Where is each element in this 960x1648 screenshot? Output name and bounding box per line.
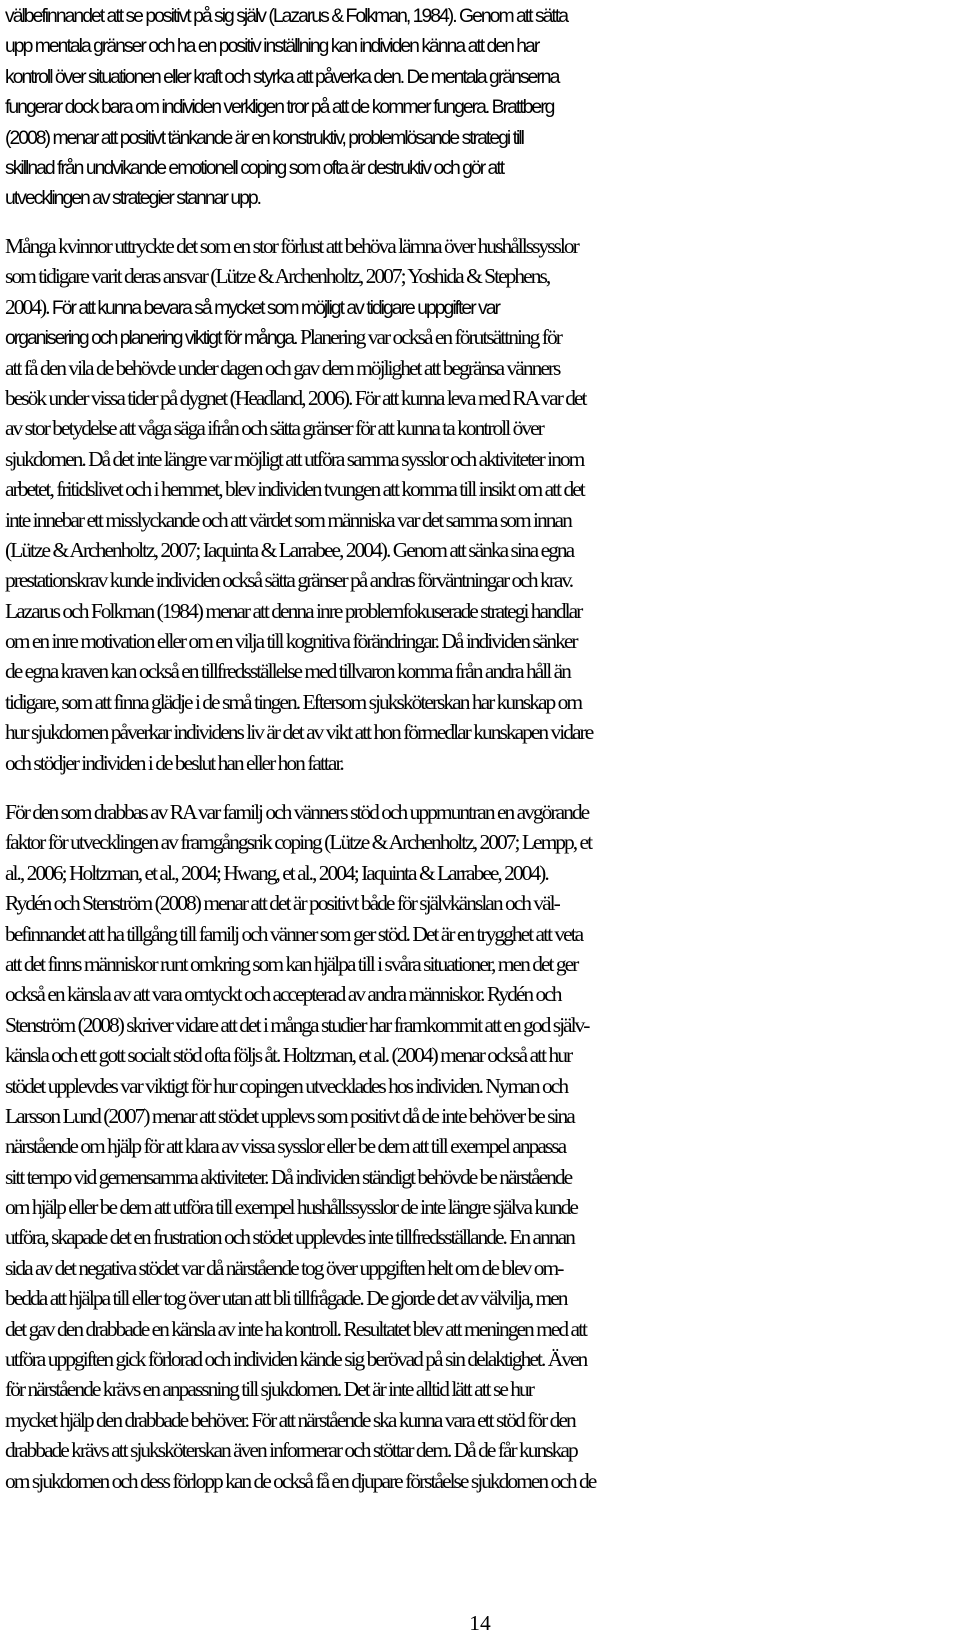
text-line (5, 1162, 957, 1192)
text-line (5, 322, 957, 352)
text-segment: Många kvinnor uttryckte det som en stor förlust att behöva lämna över hushållssysslor (5, 234, 578, 258)
text-segment: organisering och planering viktigt för många. (5, 327, 300, 350)
text-segment: arbetet, fritidslivet och i hemmet, blev individen tvungen att komma till insikt om att det (5, 477, 584, 502)
text-segment: som tidigare varit deras ansvar (Lütze & Archenholtz, 2007; Yoshida & Stephens, (5, 264, 550, 289)
text-segment: sjukdomen. Då det inte längre var möjligt att utföra samma sysslor och aktiviteter inom (5, 446, 584, 471)
text-segment: Lazarus och Folkman (1984) menar att denna inre problemfokuserade strategi handlar (5, 598, 582, 623)
text-line (5, 717, 957, 747)
text-line (5, 1283, 957, 1313)
text-line (5, 626, 957, 656)
text-line (5, 596, 957, 626)
text-line (5, 565, 957, 595)
text-line (5, 535, 957, 565)
text-line (5, 353, 957, 383)
text-line (5, 1466, 957, 1496)
text-segment: al., 2006; Holtzman, et al., 2004; Hwang, et al., 2004; Iaquinta & Larrabee, 2004). (5, 860, 548, 885)
text-segment: närstående om hjälp för att klara av vissa sysslor eller be dem att till exempel anpassa (5, 1134, 566, 1159)
text-line (5, 1405, 957, 1435)
text-line (5, 383, 957, 413)
text-line (5, 182, 957, 212)
text-line (5, 261, 957, 291)
text-line (5, 827, 957, 857)
text-line (5, 1010, 957, 1040)
paragraph-coping-boundaries (5, 0, 957, 213)
text-line (5, 949, 957, 979)
text-line (5, 1040, 957, 1070)
text-segment: inte innebar ett misslyckande och att värdet som människa var det samma som innan (5, 507, 571, 532)
text-segment: (Lütze & Archenholtz, 2007; Iaquinta & Larrabee, 2004). Genom att sänka sina egna (5, 537, 574, 562)
text-segment: 2004). (5, 294, 52, 319)
text-segment: befinnandet att ha tillgång till familj och vänner som ger stöd. Det är en trygghet att veta (5, 921, 583, 946)
text-segment: av stor betydelse att våga säga ifrån och sätta gränser för att kunna ta kontroll över (5, 416, 543, 441)
text-line (5, 888, 957, 918)
text-segment: om sjukdomen och dess förlopp kan de också få en djupare förståelse sjukdomen och de (5, 1468, 596, 1493)
text-segment: drabbade krävs att sjuksköterskan även informerar och stöttar dem. Då de får kunskap (5, 1438, 577, 1463)
text-line (5, 979, 957, 1009)
text-segment: utvecklingen av strategier stannar upp. (5, 187, 261, 210)
text-segment: faktor för utvecklingen av framgångsrik coping (Lütze & Archenholtz, 2007; Lempp, et (5, 830, 592, 855)
text-segment: sitt tempo vid gemensamma aktiviteter. Då individen ständigt behövde be närstående (5, 1164, 572, 1189)
text-segment: skillnad från undvikande emotionell coping som ofta är destruktiv och gör att (5, 156, 504, 179)
text-segment: fungerar dock bara om individen verkligen tror på att de kommer fungera. Brattberg (5, 96, 554, 119)
text-segment: hur sjukdomen påverkar individens liv är det av vikt att hon förmedlar kunskapen vidare (5, 720, 593, 745)
text-segment: kontroll över situationen eller kraft och styrka att påverka den. De mentala gränserna (5, 65, 559, 88)
text-line (5, 61, 957, 91)
text-segment: om hjälp eller be dem att utföra till exempel hushållssysslor de inte längre själva kunde (5, 1195, 577, 1220)
text-line (5, 687, 957, 717)
text-segment: besök under vissa tider på dygnet (Headland, 2006). För att kunna leva med RA var det (5, 385, 586, 410)
text-segment: bedda att hjälpa till eller tog över utan att bli tillfrågade. De gjorde det av välvilja, men (5, 1286, 567, 1311)
text-line (5, 1071, 957, 1101)
text-segment: känsla och ett gott socialt stöd ofta följs åt. Holtzman, et al. (2004) menar också att hur (5, 1043, 572, 1068)
text-segment: prestationskrav kunde individen också sätta gränser på andras förväntningar och krav. (5, 568, 573, 593)
text-segment: att få den vila de behövde under dagen och gav dem möjlighet att begränsa vänners (5, 355, 560, 380)
text-segment: utföra uppgiften gick förlorad och individen kände sig berövad på sin delaktighet. Även (5, 1347, 587, 1372)
text-segment: Rydén och Stenström (2008) menar att det är positivt både för självkänslan och väl- (5, 891, 559, 916)
text-line (5, 474, 957, 504)
text-line (5, 919, 957, 949)
text-line (5, 0, 957, 30)
paragraph-household-tasks (5, 231, 957, 778)
text-line (5, 122, 957, 152)
text-line (5, 1192, 957, 1222)
text-line (5, 152, 957, 182)
text-line (5, 1314, 957, 1344)
text-segment: mycket hjälp den drabbade behöver. För att närstående ska kunna vara ett stöd för den (5, 1407, 575, 1432)
text-segment: och stödjer individen i de beslut han eller hon fattar. (5, 750, 343, 775)
text-segment: stödet upplevdes var viktigt för hur copingen utvecklades hos individen. Nyman och (5, 1073, 568, 1098)
text-line (5, 1222, 957, 1252)
page-number: 14 (469, 1611, 491, 1635)
text-line (5, 231, 957, 261)
text-segment: för närstående krävs en anpassning till sjukdomen. Det är inte alltid lätt att se hur (5, 1377, 533, 1402)
text-line (5, 413, 957, 443)
text-segment: att det finns människor runt omkring som kan hjälpa till i svåra situationer, men det ger (5, 951, 578, 976)
text-line (5, 505, 957, 535)
text-line (5, 797, 957, 827)
text-line (5, 444, 957, 474)
text-segment: utföra, skapade det en frustration och stödet upplevdes inte tillfredsställande. En annan (5, 1225, 574, 1250)
text-line (5, 1101, 957, 1131)
text-line (5, 1435, 957, 1465)
text-line (5, 858, 957, 888)
text-line (5, 748, 957, 778)
text-line (5, 656, 957, 686)
text-line (5, 1374, 957, 1404)
text-segment: sida av det negativa stödet var då närstående tog över uppgiften helt om de blev om- (5, 1255, 563, 1280)
text-segment: För att kunna bevara så mycket som möjligt av tidigare uppgifter var (51, 296, 499, 319)
text-line (5, 1253, 957, 1283)
text-segment: tidigare, som att finna glädje i de små tingen. Eftersom sjuksköterskan har kunskap om (5, 689, 582, 714)
text-segment: För den som drabbas av RA var familj och vänners stöd och uppmuntran en avgörande (5, 800, 589, 824)
text-line (5, 91, 957, 121)
text-line (5, 30, 957, 60)
paragraph-family-support (5, 797, 957, 1496)
text-line (5, 292, 957, 322)
text-line (5, 1131, 957, 1161)
text-segment: också en känsla av att vara omtyckt och accepterad av andra människor. Rydén och (5, 982, 561, 1007)
text-segment: Stenström (2008) skriver vidare att det i många studier har framkommit att en god själv- (5, 1012, 589, 1037)
text-segment: välbefinnandet att se positivt på sig själv (Lazarus & Folkman, 1984). Genom att sätta (5, 5, 567, 27)
text-segment: upp mentala gränser och ha en positiv inställning kan individen känna att den har (5, 35, 539, 58)
text-segment: Larsson Lund (2007) menar att stödet upplevs som positivt då de inte behöver be sina (5, 1103, 574, 1128)
text-segment: det gav den drabbade en känsla av inte ha kontroll. Resultatet blev att meningen med att (5, 1316, 587, 1341)
text-segment: (2008) menar att positivt tänkande är en konstruktiv, problemlösande strategi till (5, 126, 523, 149)
text-segment: om en inre motivation eller om en vilja till kognitiva förändringar. Då individen sänker (5, 629, 577, 654)
text-segment: Planering var också en förutsättning för (299, 325, 561, 350)
text-segment: de egna kraven kan också en tillfredsställelse med tillvaron komma från andra håll än (5, 659, 570, 684)
text-line (5, 1344, 957, 1374)
